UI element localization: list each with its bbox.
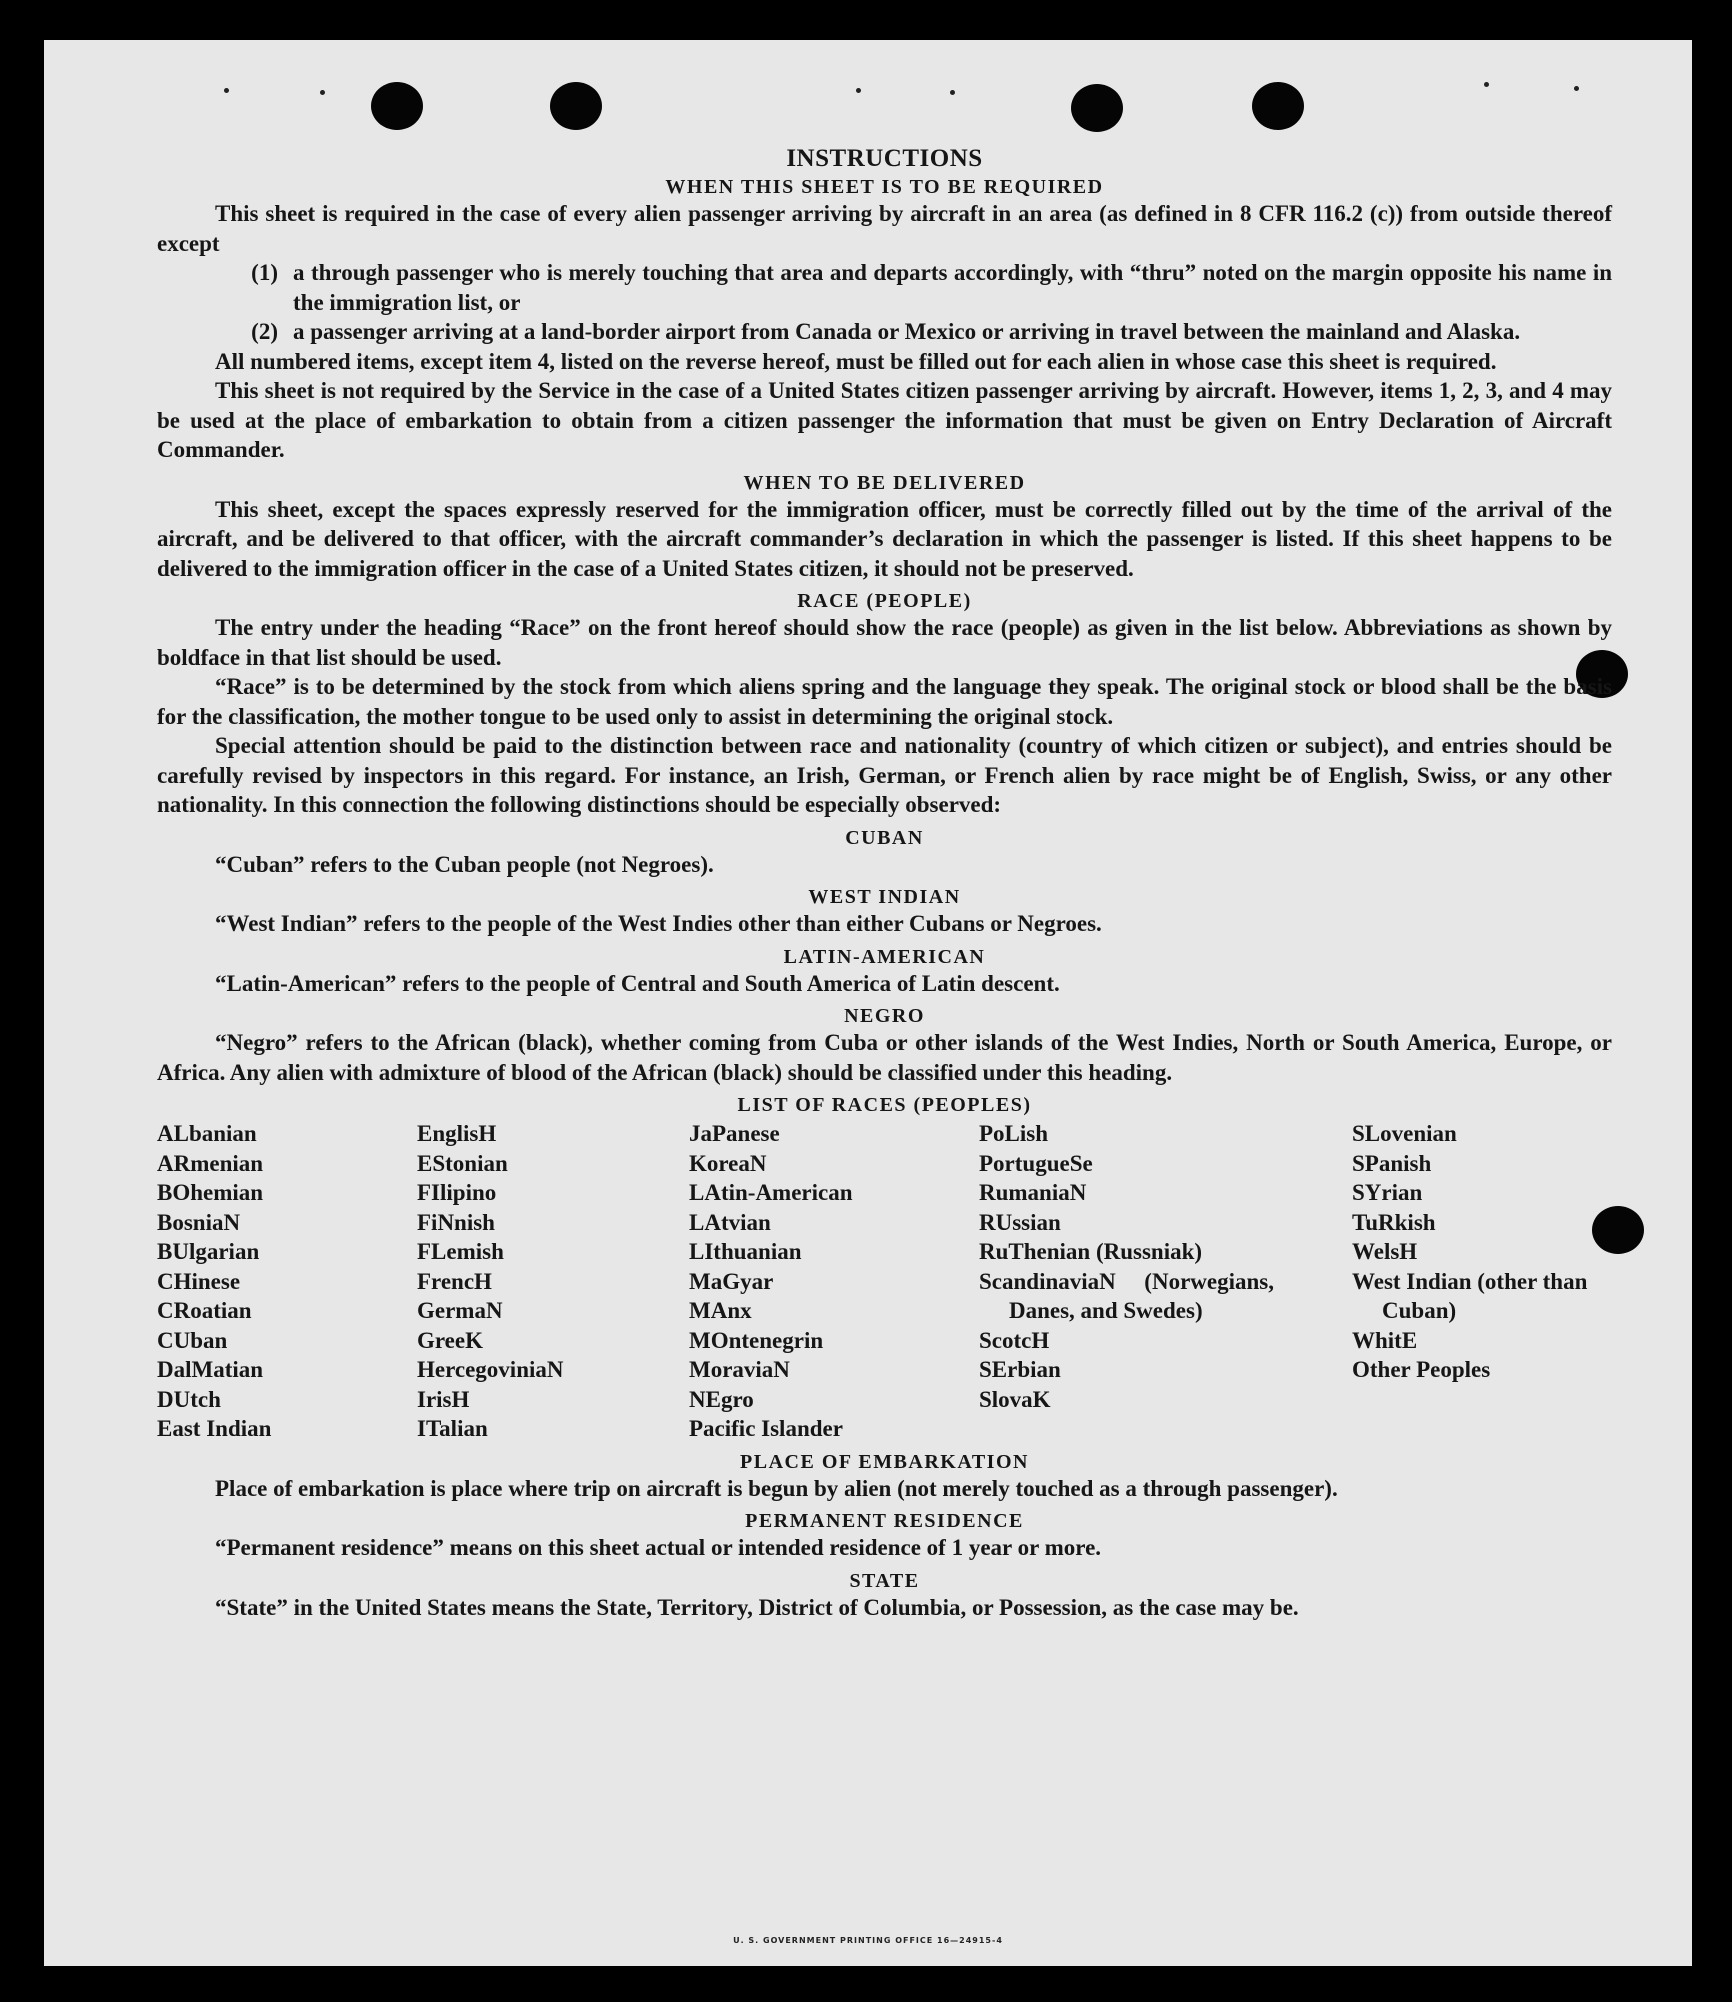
race-item: FLemish (417, 1239, 504, 1264)
section-heading-latin-american: LATIN-AMERICAN (783, 945, 986, 968)
paragraph: Special attention should be paid to the distinction between race and nationality (country of which citizen or subject), and entries should be carefully revised by inspectors in this regard. For instance, an Irish, German, or French alien by race might be of English, Swiss, or any other nationality. In this connection the following distinctions should be especially observed: (157, 733, 1612, 817)
race-item: FrencH (417, 1268, 492, 1294)
race-item: LAtvian (689, 1209, 771, 1235)
race-column (417, 1119, 689, 1444)
item-text: a passenger arriving at a land-border airport from Canada or Mexico or arriving in travel between the mainland and Alaska. (293, 319, 1521, 344)
paragraph: Place of embarkation is place where trip on aircraft is begun by alien (not merely touched as a through passenger). (215, 1475, 1338, 1501)
section-heading-embarkation: PLACE OF EMBARKATION (740, 1450, 1029, 1473)
page-title: INSTRUCTIONS (786, 145, 983, 172)
speck (1484, 82, 1489, 87)
speck (856, 88, 861, 93)
paragraph: “Permanent residence” means on this sheet actual or intended residence of 1 year or more. (215, 1535, 1102, 1560)
race-item: MOntenegrin (689, 1327, 824, 1353)
race-item: RuThenian (Russniak) (979, 1239, 1203, 1264)
race-item: BosniaN (157, 1209, 241, 1235)
paragraph: “West Indian” refers to the people of the West Indies other than either Cubans or Negroes. (215, 911, 1102, 936)
punch-hole (550, 82, 602, 130)
race-column (157, 1119, 417, 1444)
speck (950, 90, 955, 95)
race-item: SYrian (1352, 1180, 1423, 1205)
race-item: SLovenian (1352, 1121, 1457, 1146)
punch-hole (1071, 84, 1123, 132)
speck (320, 90, 325, 95)
paragraph: This sheet is required in the case of every alien passenger arriving by aircraft in an area (as defined in 8 CFR 116.2 (c)) from outside thereof except (157, 201, 1612, 256)
race-item: EnglisH (417, 1121, 497, 1146)
race-item: MoraviaN (689, 1357, 790, 1382)
race-item: BOhemian (157, 1180, 264, 1205)
paragraph: This sheet is not required by the Service in the case of a United States citizen passenger arriving by aircraft. However, items 1, 2, 3, and 4 may be used at the place of embarkation to obtain from a citizen passenger the information that must be given on Entry Declaration of Aircraft Commander. (157, 378, 1612, 462)
race-list (157, 1119, 1612, 1444)
race-item: LAtin-American (689, 1180, 853, 1205)
race-item: KoreaN (689, 1150, 767, 1176)
race-item: WhitE (1352, 1327, 1418, 1353)
paragraph: “Cuban” refers to the Cuban people (not Negroes). (215, 851, 714, 877)
race-item: EStonian (417, 1150, 508, 1176)
race-item: East Indian (157, 1416, 272, 1441)
section-heading-permanent-residence: PERMANENT RESIDENCE (745, 1510, 1024, 1532)
section-heading-when-required: WHEN THIS SHEET IS TO BE REQUIRED (665, 176, 1104, 198)
paragraph: “Latin-American” refers to the people of Central and South America of Latin descent. (215, 970, 1060, 996)
race-item: MaGyar (689, 1268, 774, 1294)
instructions-content (157, 143, 1612, 1622)
race-item: JaPanese (689, 1121, 780, 1146)
paragraph: The entry under the heading “Race” on the front hereof should show the race (people) as given in the list below. Abbreviations as shown by boldface in that list should be used. (157, 615, 1612, 670)
race-item: BUlgarian (157, 1239, 260, 1264)
race-item: WelsH (1352, 1239, 1418, 1264)
race-item: IrisH (417, 1386, 470, 1412)
race-item: ARmenian (157, 1150, 264, 1176)
document-page (44, 40, 1692, 1966)
item-number: (2) (251, 319, 278, 344)
race-item: GreeK (417, 1327, 483, 1353)
list-item (157, 317, 1612, 347)
paragraph: “State” in the United States means the State, Territory, District of Columbia, or Possession, as the case may be. (215, 1594, 1299, 1620)
section-heading-when-delivered: WHEN TO BE DELIVERED (743, 471, 1026, 494)
race-column (1352, 1119, 1612, 1444)
paragraph: “Race” is to be determined by the stock from which aliens spring and the language they speak. The original stock or blood shall be the basis for the classification, the mother tongue to be used only to assist in determining the original stock. (157, 674, 1612, 729)
race-item: ITalian (417, 1416, 488, 1441)
list-item (157, 258, 1612, 317)
paragraph: “Negro” refers to the African (black), whether coming from Cuba or other islands of the West Indies, North or South America, Europe, or Africa. Any alien with admixture of blood of the African (black) should be classified under this heading. (157, 1030, 1612, 1085)
section-heading-negro: NEGRO (844, 1005, 925, 1027)
item-number: (1) (251, 260, 278, 285)
race-item: ScandinaviaN (Norwegians, Danes, and Swedes) (979, 1268, 1274, 1323)
race-item: West Indian (other than Cuban) (1352, 1268, 1588, 1323)
race-item: SErbian (979, 1357, 1061, 1382)
race-item: Other Peoples (1352, 1357, 1491, 1382)
punch-hole (371, 82, 423, 130)
section-heading-state: STATE (849, 1569, 920, 1592)
race-item: DalMatian (157, 1357, 264, 1382)
speck (224, 88, 229, 93)
race-item: TuRkish (1352, 1209, 1436, 1235)
section-heading-race: RACE (PEOPLE) (797, 590, 972, 612)
race-item: GermaN (417, 1298, 503, 1323)
race-item: CRoatian (157, 1298, 252, 1323)
race-column (979, 1119, 1274, 1444)
race-item: FiNnish (417, 1209, 495, 1235)
race-item: SPanish (1352, 1150, 1432, 1176)
race-item: LIthuanian (689, 1239, 802, 1264)
race-item: RumaniaN (979, 1180, 1087, 1205)
race-item: SlovaK (979, 1386, 1051, 1412)
race-item: PortugueSe (979, 1150, 1093, 1176)
race-item: CUban (157, 1327, 228, 1353)
printer-imprint: U. S. GOVERNMENT PRINTING OFFICE 16—24915-4 (733, 1936, 1003, 1945)
race-item: PoLish (979, 1121, 1049, 1146)
race-item: HercegoviniaN (417, 1357, 564, 1382)
item-text: a through passenger who is merely touching that area and departs accordingly, with “thru” noted on the margin opposite his name in the immigration list, or (293, 260, 1612, 315)
race-item: CHinese (157, 1268, 241, 1294)
race-item: NEgro (689, 1386, 754, 1412)
speck (1574, 86, 1579, 91)
section-heading-west-indian: WEST INDIAN (808, 886, 961, 908)
race-column (689, 1119, 979, 1444)
race-item: DUtch (157, 1386, 221, 1412)
race-item: MAnx (689, 1298, 752, 1323)
paragraph: This sheet, except the spaces expressly reserved for the immigration officer, must be correctly filled out by the time of the arrival of the aircraft, and be delivered to that officer, with the aircraft commander’s declaration in which the passenger is listed. If this sheet happens to be delivered to the immigration officer in the case of a United States citizen, it should not be preserved. (157, 496, 1612, 581)
section-heading-cuban: CUBAN (845, 826, 924, 849)
race-item: ScotcH (979, 1327, 1050, 1353)
race-item: FIlipino (417, 1180, 497, 1205)
section-heading-list-of-races: LIST OF RACES (PEOPLES) (737, 1094, 1032, 1116)
punch-hole (1252, 82, 1304, 130)
race-item: ALbanian (157, 1121, 257, 1146)
race-item: RUssian (979, 1209, 1061, 1235)
paragraph: All numbered items, except item 4, listed on the reverse hereof, must be filled out for each alien in whose case this sheet is required. (215, 348, 1497, 374)
race-item: Pacific Islander (689, 1416, 843, 1441)
